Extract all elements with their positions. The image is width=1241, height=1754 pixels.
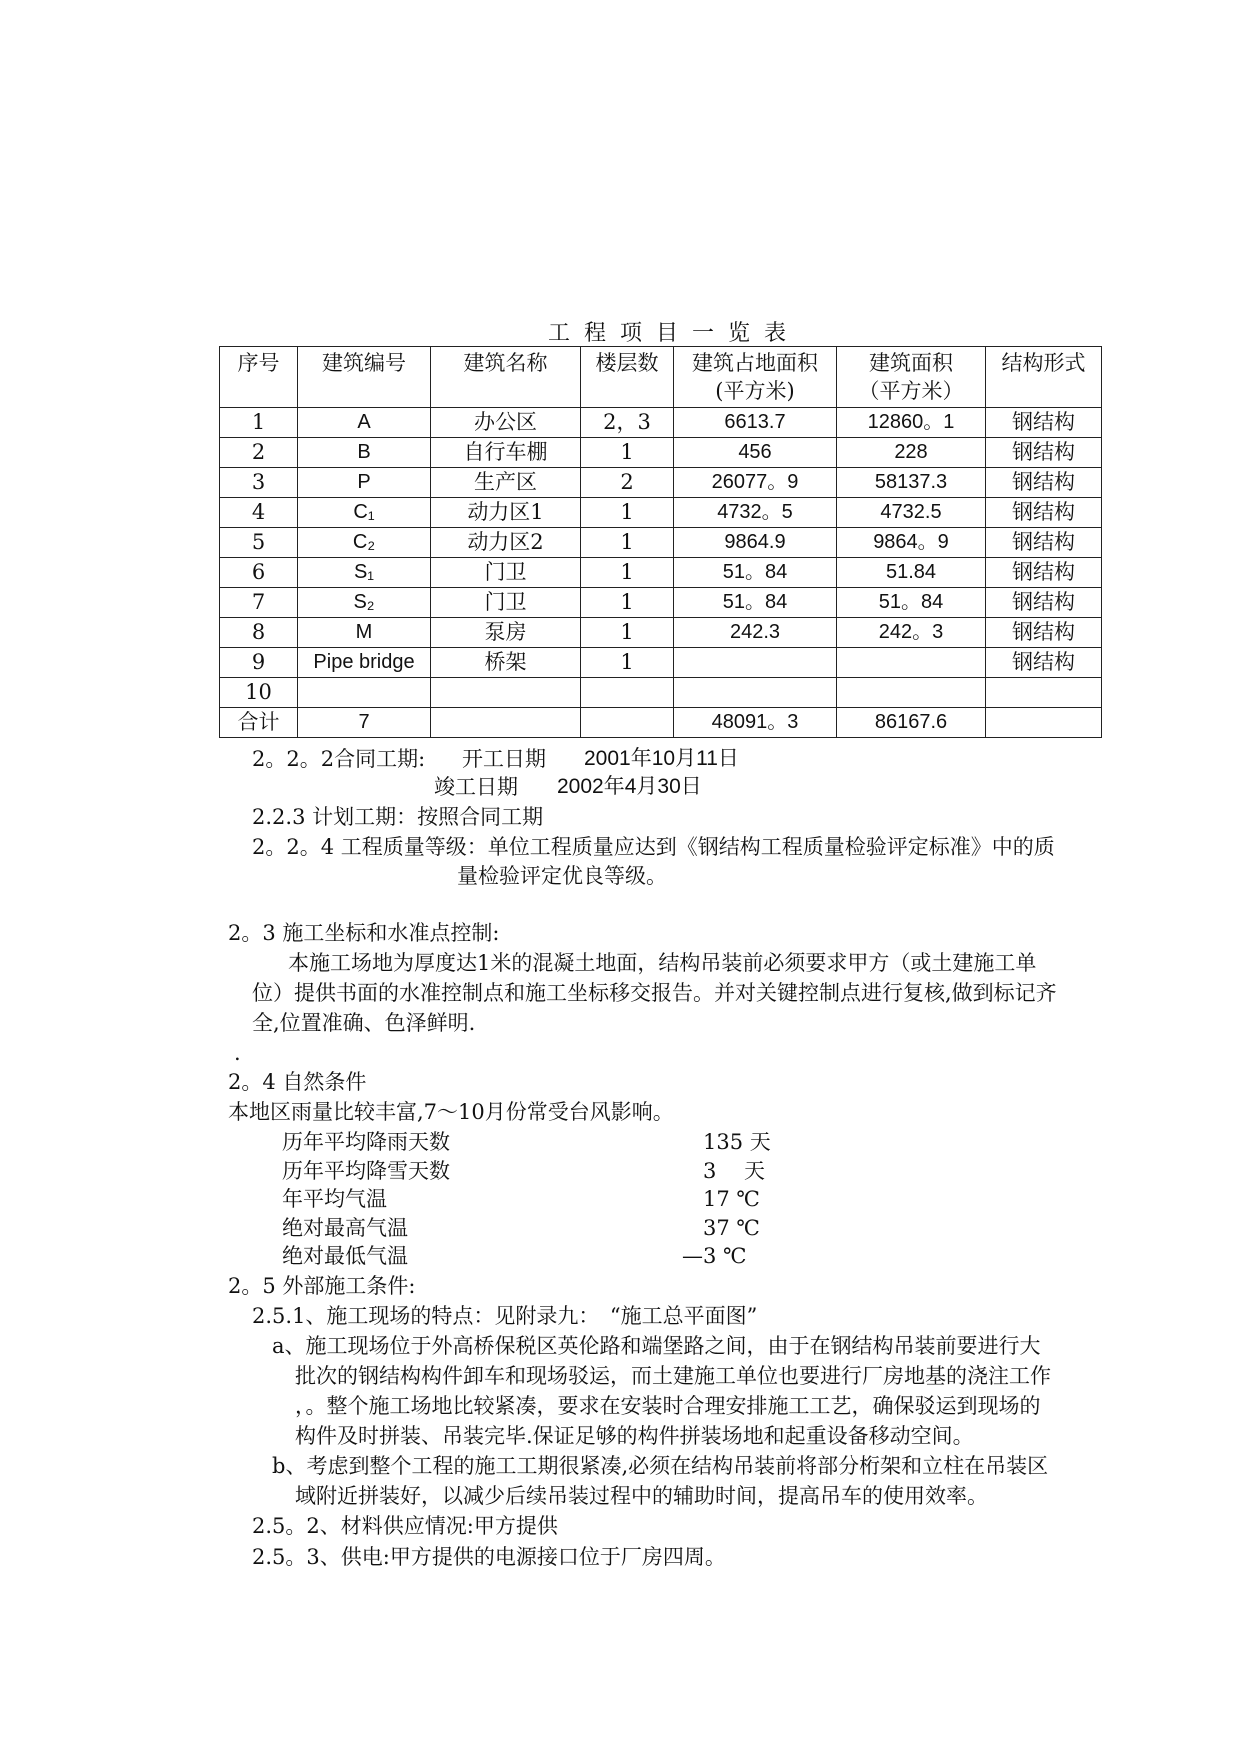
start-label: 开工日期 <box>462 747 546 771</box>
quality-line-1: 2。2。4 工程质量等级：单位工程质量应达到《钢结构工程质量检验评定标准》中的质 <box>252 835 1055 859</box>
table-cell: M <box>298 618 431 648</box>
table-cell: 4732。5 <box>674 498 837 528</box>
climate-item-label: 绝对最低气温 <box>282 1244 408 1268</box>
table-cell <box>674 648 837 678</box>
table-cell: Pipe bridge <box>298 648 431 678</box>
table-cell: 3 <box>220 468 298 498</box>
header-cell: 建筑面积 （平方米） <box>837 347 986 408</box>
table-cell: P <box>298 468 431 498</box>
table-cell <box>581 708 674 738</box>
contract-period-label: 2。2。2合同工期: <box>252 747 426 771</box>
table-cell: 48091。3 <box>674 708 837 738</box>
table-cell: A <box>298 408 431 438</box>
section-2-3-line-3: 全,位置准确、色泽鲜明. <box>252 1011 476 1035</box>
item-a-line-4: 构件及时拼装、吊装完毕.保证足够的构件拼装场地和起重设备移动空间。 <box>295 1424 974 1448</box>
table-row <box>220 618 1102 648</box>
table-cell: 1 <box>581 618 674 648</box>
section-2-3-heading: 2。3 施工坐标和水准点控制: <box>228 921 500 945</box>
table-cell: 动力区2 <box>431 528 581 558</box>
table-row <box>220 558 1102 588</box>
item-a-line-3: ，。整个施工场地比较紧凑，要求在安装时合理安排施工工艺，确保驳运到现场的 <box>295 1394 1041 1418</box>
table-cell: 1 <box>581 498 674 528</box>
table-cell: 1 <box>581 528 674 558</box>
table-cell: 生产区 <box>431 468 581 498</box>
table-cell: 2 <box>220 438 298 468</box>
table-row <box>220 648 1102 678</box>
table-cell <box>581 678 674 708</box>
table-cell: B <box>298 438 431 468</box>
table-cell: 动力区1 <box>431 498 581 528</box>
table-cell: 6613.7 <box>674 408 837 438</box>
table-cell <box>986 678 1102 708</box>
table-row <box>220 438 1102 468</box>
header-cell: 结构形式 <box>986 347 1102 408</box>
table-cell: 自行车棚 <box>431 438 581 468</box>
table-cell: 4 <box>220 498 298 528</box>
table-cell <box>986 708 1102 738</box>
table-cell: 泵房 <box>431 618 581 648</box>
climate-item-value: 135 天 <box>703 1130 771 1154</box>
table-cell: 1 <box>581 588 674 618</box>
climate-item-label: 历年平均降雨天数 <box>282 1130 450 1154</box>
section-2-5-heading: 2。5 外部施工条件: <box>228 1274 416 1298</box>
item-a-line-1: a、施工现场位于外高桥保税区英伦路和端堡路之间，由于在钢结构吊装前要进行大 <box>272 1334 1041 1358</box>
table-cell: 钢结构 <box>986 558 1102 588</box>
table-row <box>220 408 1102 438</box>
table-cell: 58137.3 <box>837 468 986 498</box>
table-row <box>220 498 1102 528</box>
climate-item-label: 历年平均降雪天数 <box>282 1158 450 1183</box>
section-2-3-line-1: 本施工场地为厚度达1米的混凝土地面，结构吊装前必须要求甲方（或土建施工单 <box>288 951 1037 975</box>
item-b-line-1: b、考虑到整个工程的施工工期很紧凑,必须在结构吊装前将部分桁架和立柱在吊装区 <box>272 1454 1049 1478</box>
table-cell: S₁ <box>298 558 431 588</box>
table-cell: 门卫 <box>431 558 581 588</box>
table-cell: 钢结构 <box>986 528 1102 558</box>
section-2-4-heading: 2。4 自然条件 <box>228 1070 367 1094</box>
start-date: 2001年10月11日 <box>584 747 739 770</box>
table-cell: 456 <box>674 438 837 468</box>
section-2-3-line-2: 位）提供书面的水准控制点和施工坐标移交报告。并对关键控制点进行复核,做到标记齐 <box>252 981 1057 1005</box>
end-date: 2002年4月30日 <box>557 775 702 798</box>
table-cell: 51。84 <box>674 588 837 618</box>
table-row <box>220 588 1102 618</box>
climate-item-value: —3 ℃ <box>682 1244 747 1268</box>
table-cell: 9864。9 <box>837 528 986 558</box>
header-cell: 楼层数 <box>581 347 674 408</box>
planned-period: 2.2.3 计划工期：按照合同工期 <box>252 805 544 829</box>
table-cell: 5 <box>220 528 298 558</box>
table-cell: 1 <box>581 558 674 588</box>
table-cell: 钢结构 <box>986 408 1102 438</box>
table-cell: 242。3 <box>837 618 986 648</box>
table-row <box>220 708 1102 738</box>
table-cell: 2，3 <box>581 408 674 438</box>
header-cell: 建筑占地面积 (平方米) <box>674 347 837 408</box>
table-cell <box>674 678 837 708</box>
table-cell <box>837 678 986 708</box>
table-cell: 钢结构 <box>986 498 1102 528</box>
table-title: 工程项目一览表 <box>548 321 801 346</box>
quality-line-2: 量检验评定优良等级。 <box>457 864 667 888</box>
climate-item-value: 17 ℃ <box>703 1187 760 1211</box>
table-cell: 51.84 <box>837 558 986 588</box>
table-cell <box>431 678 581 708</box>
table-cell: 桥架 <box>431 648 581 678</box>
table-cell: 228 <box>837 438 986 468</box>
table-cell: 4732.5 <box>837 498 986 528</box>
table-cell: 7 <box>220 588 298 618</box>
climate-item-label: 绝对最高气温 <box>282 1215 408 1240</box>
table-cell: C₂ <box>298 528 431 558</box>
table-cell: 12860。1 <box>837 408 986 438</box>
table-cell: 钢结构 <box>986 438 1102 468</box>
climate-item-label: 年平均气温 <box>282 1187 387 1211</box>
table-cell: 1 <box>581 648 674 678</box>
table-cell: 51。84 <box>837 588 986 618</box>
item-b-line-2: 域附近拼装好，以减少后续吊装过程中的辅助时间，提高吊车的使用效率。 <box>295 1484 988 1508</box>
table-cell <box>431 708 581 738</box>
table-cell: 9 <box>220 648 298 678</box>
table-header-row <box>220 347 1102 408</box>
climate-item-value: 3 天 <box>703 1158 766 1183</box>
table-cell: 合计 <box>220 708 298 738</box>
table-cell: 51。84 <box>674 558 837 588</box>
table-cell: 办公区 <box>431 408 581 438</box>
table-row <box>220 678 1102 708</box>
table-cell: 86167.6 <box>837 708 986 738</box>
table-row <box>220 468 1102 498</box>
table-cell: 钢结构 <box>986 648 1102 678</box>
table-cell: 242.3 <box>674 618 837 648</box>
climate-intro: 本地区雨量比较丰富,7～10月份常受台风影响。 <box>228 1100 674 1124</box>
project-table <box>219 346 1102 738</box>
table-cell: C₁ <box>298 498 431 528</box>
table-cell: 2 <box>581 468 674 498</box>
header-cell: 序号 <box>220 347 298 408</box>
table-cell: 26077。9 <box>674 468 837 498</box>
table-cell: 门卫 <box>431 588 581 618</box>
table-row <box>220 528 1102 558</box>
section-2-5-2: 2.5。2、材料供应情况:甲方提供 <box>252 1514 558 1538</box>
table-cell: 8 <box>220 618 298 648</box>
stray-dot: . <box>234 1041 241 1065</box>
table-cell: 钢结构 <box>986 618 1102 648</box>
table-cell: S₂ <box>298 588 431 618</box>
table-cell <box>298 678 431 708</box>
climate-item-value: 37 ℃ <box>703 1215 760 1240</box>
table-cell: 6 <box>220 558 298 588</box>
table-cell: 10 <box>220 678 298 708</box>
end-label: 竣工日期 <box>434 775 518 799</box>
section-2-5-3: 2.5。3、供电:甲方提供的电源接口位于厂房四周。 <box>252 1545 726 1569</box>
table-cell: 1 <box>581 438 674 468</box>
item-a-line-2: 批次的钢结构构件卸车和现场驳运，而土建施工单位也要进行厂房地基的浇注工作 <box>295 1364 1051 1388</box>
section-2-5-1: 2.5.1、施工现场的特点：见附录九： “施工总平面图” <box>252 1304 758 1328</box>
header-cell: 建筑名称 <box>431 347 581 408</box>
header-cell: 建筑编号 <box>298 347 431 408</box>
table-cell: 9864.9 <box>674 528 837 558</box>
table-cell: 7 <box>298 708 431 738</box>
table-cell: 1 <box>220 408 298 438</box>
table-cell: 钢结构 <box>986 468 1102 498</box>
table-cell: 钢结构 <box>986 588 1102 618</box>
table-cell <box>837 648 986 678</box>
